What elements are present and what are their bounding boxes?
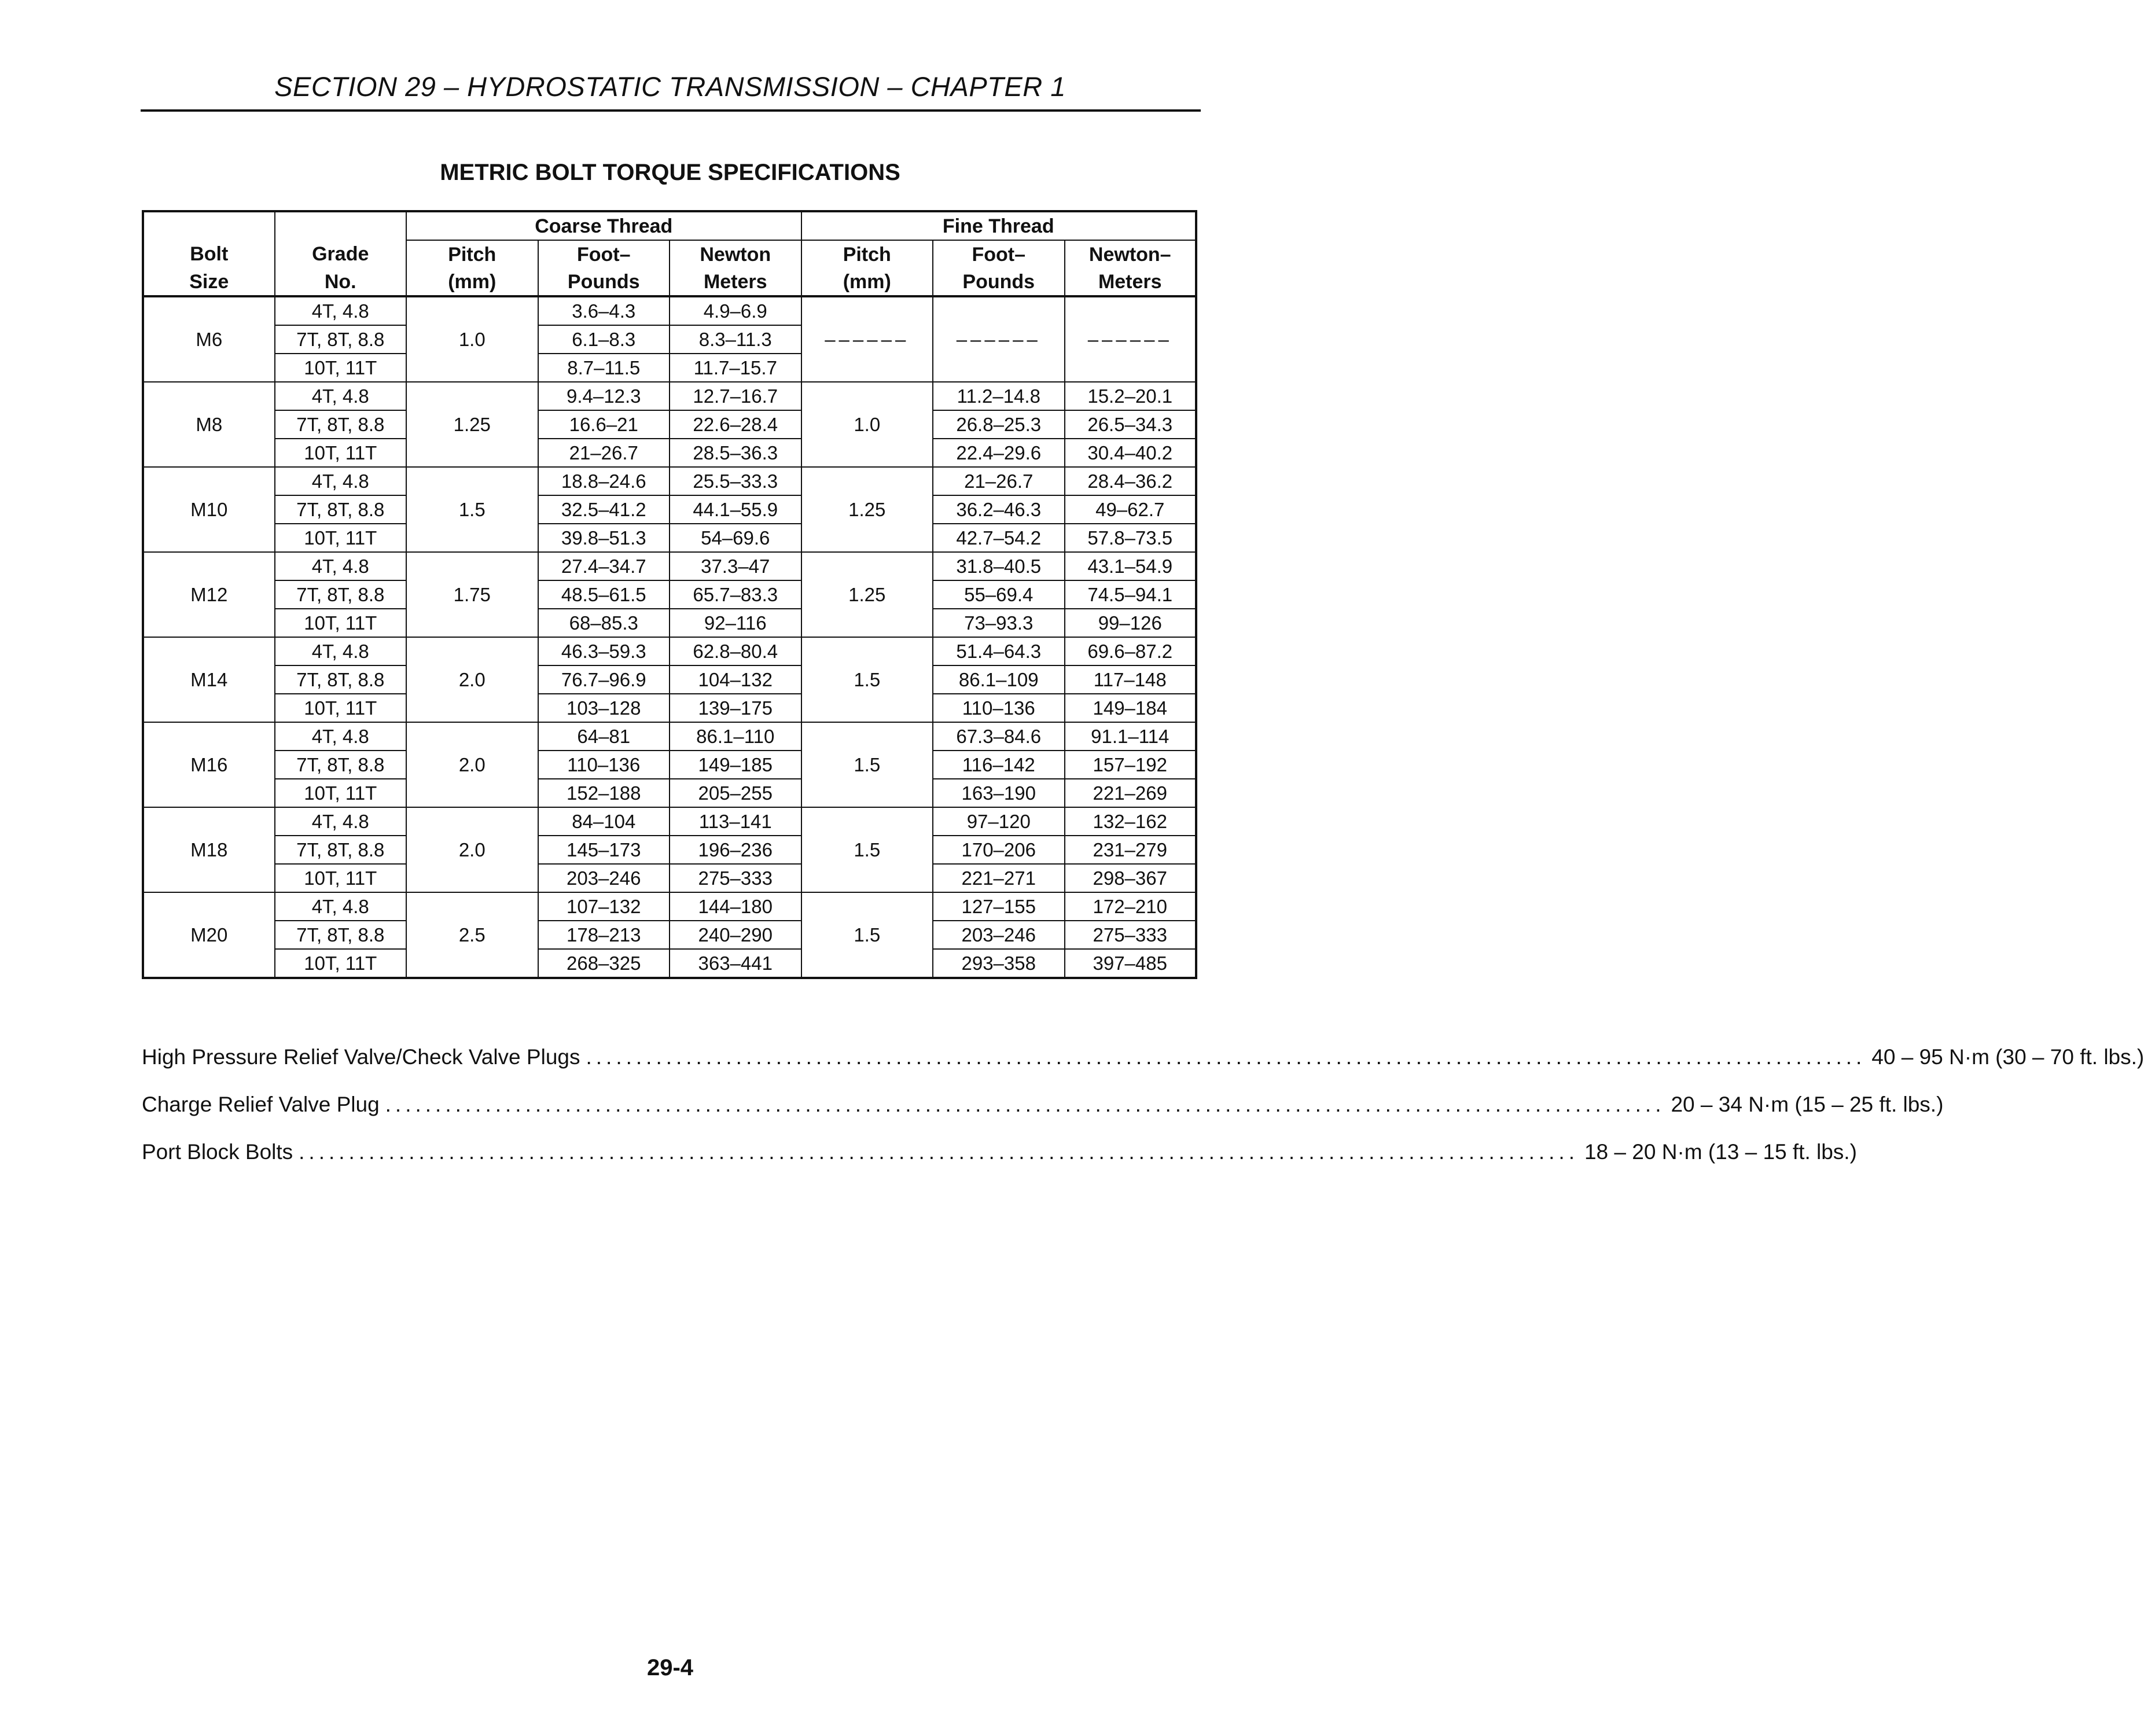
fine-foot-pounds-cell: 22.4–29.6: [933, 439, 1065, 467]
fine-foot-pounds-cell: 203–246: [933, 921, 1065, 949]
fine-newton-meters-cell: 298–367: [1065, 864, 1197, 892]
grade-cell: 4T, 4.8: [275, 892, 407, 921]
fine-newton-meters-cell: 26.5–34.3: [1065, 410, 1197, 439]
column-header: Meters: [1065, 268, 1197, 296]
fine-foot-pounds-cell: 97–120: [933, 807, 1065, 836]
table-row: [143, 892, 1196, 921]
dot-leader: ................................................................................................................................: [299, 1140, 1579, 1164]
fine-newton-meters-cell: 74.5–94.1: [1065, 580, 1197, 609]
column-header: Bolt: [143, 240, 275, 268]
fine-foot-pounds-cell: 42.7–54.2: [933, 524, 1065, 552]
coarse-foot-pounds-cell: 64–81: [538, 722, 670, 751]
table-row: [143, 836, 1196, 864]
coarse-pitch-cell: 1.75: [406, 552, 538, 637]
fine-newton-meters-cell: 57.8–73.5: [1065, 524, 1197, 552]
fine-foot-pounds-cell: 221–271: [933, 864, 1065, 892]
table-row: [143, 665, 1196, 694]
coarse-foot-pounds-cell: 18.8–24.6: [538, 467, 670, 495]
bolt-size-cell: M14: [143, 637, 275, 722]
fine-thread-header: Fine Thread: [801, 211, 1197, 240]
page-number: 29-4: [646, 1655, 694, 1680]
torque-specs-list: [142, 1045, 2144, 1187]
column-header: Foot–: [538, 240, 670, 268]
grade-cell: 10T, 11T: [275, 609, 407, 637]
torque-spec-table: [142, 210, 1197, 979]
group-header-row: [143, 211, 1196, 240]
coarse-foot-pounds-cell: 32.5–41.2: [538, 495, 670, 524]
table-row: [143, 524, 1196, 552]
spec-line: [142, 1093, 1944, 1140]
coarse-foot-pounds-cell: 27.4–34.7: [538, 552, 670, 580]
fine-foot-pounds-cell: 127–155: [933, 892, 1065, 921]
fine-pitch-cell: 1.25: [801, 467, 933, 552]
coarse-foot-pounds-cell: 46.3–59.3: [538, 637, 670, 665]
fine-newton-meters-cell: 43.1–54.9: [1065, 552, 1197, 580]
fine-foot-pounds-cell: 67.3–84.6: [933, 722, 1065, 751]
coarse-foot-pounds-cell: 107–132: [538, 892, 670, 921]
column-header: Pounds: [538, 268, 670, 296]
column-header: Foot–: [933, 240, 1065, 268]
coarse-newton-meters-cell: 11.7–15.7: [670, 354, 801, 382]
coarse-pitch-cell: 2.0: [406, 722, 538, 807]
table-title: METRIC BOLT TORQUE SPECIFICATIONS: [440, 160, 900, 185]
table-row: [143, 949, 1196, 978]
fine-pitch-cell: 1.0: [801, 382, 933, 467]
table-row: [143, 580, 1196, 609]
coarse-pitch-cell: 2.5: [406, 892, 538, 978]
coarse-pitch-cell: 2.0: [406, 807, 538, 892]
spec-line: [142, 1045, 2144, 1093]
coarse-foot-pounds-cell: 8.7–11.5: [538, 354, 670, 382]
column-header: Size: [143, 268, 275, 296]
fine-newton-meters-cell: 231–279: [1065, 836, 1197, 864]
coarse-foot-pounds-cell: 203–246: [538, 864, 670, 892]
column-header: Newton: [670, 240, 801, 268]
fine-newton-meters-cell: 91.1–114: [1065, 722, 1197, 751]
table-row: [143, 296, 1196, 325]
coarse-newton-meters-cell: 205–255: [670, 779, 801, 807]
coarse-foot-pounds-cell: 9.4–12.3: [538, 382, 670, 410]
table-row: [143, 410, 1196, 439]
grade-cell: 10T, 11T: [275, 949, 407, 978]
fine-newton-meters-cell: 117–148: [1065, 665, 1197, 694]
coarse-foot-pounds-cell: 178–213: [538, 921, 670, 949]
grade-cell: 4T, 4.8: [275, 807, 407, 836]
fine-foot-pounds-cell: 73–93.3: [933, 609, 1065, 637]
coarse-pitch-cell: 1.0: [406, 296, 538, 382]
fine-foot-pounds-cell: 11.2–14.8: [933, 382, 1065, 410]
coarse-newton-meters-cell: 144–180: [670, 892, 801, 921]
grade-cell: 4T, 4.8: [275, 467, 407, 495]
spec-label: Port Block Bolts: [142, 1140, 293, 1164]
coarse-newton-meters-cell: 37.3–47: [670, 552, 801, 580]
section-header: SECTION 29 – HYDROSTATIC TRANSMISSION – CHAPTER 1: [274, 71, 1066, 102]
coarse-newton-meters-cell: 4.9–6.9: [670, 296, 801, 325]
dot-leader: ................................................................................................................................: [385, 1093, 1665, 1116]
table-row: [143, 495, 1196, 524]
coarse-foot-pounds-cell: 48.5–61.5: [538, 580, 670, 609]
bolt-size-cell: M6: [143, 296, 275, 382]
column-header: (mm): [406, 268, 538, 296]
coarse-newton-meters-cell: 275–333: [670, 864, 801, 892]
empty-header-cell: [143, 211, 275, 240]
coarse-newton-meters-cell: 113–141: [670, 807, 801, 836]
coarse-foot-pounds-cell: 16.6–21: [538, 410, 670, 439]
coarse-foot-pounds-cell: 76.7–96.9: [538, 665, 670, 694]
fine-foot-pounds-cell: 51.4–64.3: [933, 637, 1065, 665]
coarse-newton-meters-cell: 62.8–80.4: [670, 637, 801, 665]
coarse-foot-pounds-cell: 3.6–4.3: [538, 296, 670, 325]
fine-newton-meters-cell: 397–485: [1065, 949, 1197, 978]
grade-cell: 10T, 11T: [275, 694, 407, 722]
coarse-foot-pounds-cell: 110–136: [538, 751, 670, 779]
grade-cell: 4T, 4.8: [275, 722, 407, 751]
grade-cell: 7T, 8T, 8.8: [275, 665, 407, 694]
coarse-newton-meters-cell: 8.3–11.3: [670, 325, 801, 354]
coarse-newton-meters-cell: 65.7–83.3: [670, 580, 801, 609]
spec-value: 18 – 20 N·m (13 – 15 ft. lbs.): [1584, 1140, 1857, 1164]
coarse-pitch-cell: 1.25: [406, 382, 538, 467]
fine-foot-pounds-cell: 21–26.7: [933, 467, 1065, 495]
bolt-size-cell: M16: [143, 722, 275, 807]
coarse-thread-header: Coarse Thread: [406, 211, 801, 240]
fine-newton-meters-cell: 15.2–20.1: [1065, 382, 1197, 410]
fine-newton-meters-cell: ––––––: [1065, 296, 1197, 382]
coarse-newton-meters-cell: 22.6–28.4: [670, 410, 801, 439]
grade-cell: 10T, 11T: [275, 354, 407, 382]
table-row: [143, 921, 1196, 949]
table-row: [143, 637, 1196, 665]
fine-newton-meters-cell: 221–269: [1065, 779, 1197, 807]
grade-cell: 4T, 4.8: [275, 296, 407, 325]
coarse-pitch-cell: 1.5: [406, 467, 538, 552]
fine-foot-pounds-cell: 31.8–40.5: [933, 552, 1065, 580]
column-header: No.: [275, 268, 407, 296]
fine-newton-meters-cell: 275–333: [1065, 921, 1197, 949]
coarse-newton-meters-cell: 363–441: [670, 949, 801, 978]
column-header: Meters: [670, 268, 801, 296]
grade-cell: 4T, 4.8: [275, 637, 407, 665]
grade-cell: 10T, 11T: [275, 864, 407, 892]
fine-foot-pounds-cell: 86.1–109: [933, 665, 1065, 694]
table-row: [143, 382, 1196, 410]
fine-foot-pounds-cell: 116–142: [933, 751, 1065, 779]
column-header-row-1: [143, 240, 1196, 268]
bolt-size-cell: M18: [143, 807, 275, 892]
bolt-size-cell: M10: [143, 467, 275, 552]
column-header: (mm): [801, 268, 933, 296]
fine-newton-meters-cell: 49–62.7: [1065, 495, 1197, 524]
column-header: Pounds: [933, 268, 1065, 296]
fine-newton-meters-cell: 132–162: [1065, 807, 1197, 836]
grade-cell: 7T, 8T, 8.8: [275, 836, 407, 864]
coarse-foot-pounds-cell: 84–104: [538, 807, 670, 836]
header-rule: [141, 109, 1201, 112]
fine-foot-pounds-cell: 55–69.4: [933, 580, 1065, 609]
coarse-foot-pounds-cell: 21–26.7: [538, 439, 670, 467]
spec-line: [142, 1140, 1857, 1187]
fine-foot-pounds-cell: 36.2–46.3: [933, 495, 1065, 524]
table-row: [143, 552, 1196, 580]
coarse-newton-meters-cell: 92–116: [670, 609, 801, 637]
table-row: [143, 694, 1196, 722]
table-row: [143, 807, 1196, 836]
coarse-newton-meters-cell: 149–185: [670, 751, 801, 779]
grade-cell: 10T, 11T: [275, 779, 407, 807]
spec-value: 20 – 34 N·m (15 – 25 ft. lbs.): [1671, 1093, 1944, 1116]
coarse-newton-meters-cell: 240–290: [670, 921, 801, 949]
column-header: Grade: [275, 240, 407, 268]
coarse-newton-meters-cell: 12.7–16.7: [670, 382, 801, 410]
coarse-newton-meters-cell: 28.5–36.3: [670, 439, 801, 467]
fine-foot-pounds-cell: ––––––: [933, 296, 1065, 382]
table-row: [143, 779, 1196, 807]
coarse-foot-pounds-cell: 39.8–51.3: [538, 524, 670, 552]
column-header: Newton–: [1065, 240, 1197, 268]
coarse-foot-pounds-cell: 152–188: [538, 779, 670, 807]
coarse-newton-meters-cell: 104–132: [670, 665, 801, 694]
table-row: [143, 609, 1196, 637]
grade-cell: 10T, 11T: [275, 524, 407, 552]
column-header: Pitch: [801, 240, 933, 268]
fine-pitch-cell: 1.5: [801, 807, 933, 892]
fine-newton-meters-cell: 28.4–36.2: [1065, 467, 1197, 495]
bolt-size-cell: M12: [143, 552, 275, 637]
dot-leader: ................................................................................................................................: [586, 1045, 1866, 1069]
grade-cell: 4T, 4.8: [275, 552, 407, 580]
table-row: [143, 722, 1196, 751]
coarse-foot-pounds-cell: 268–325: [538, 949, 670, 978]
coarse-newton-meters-cell: 86.1–110: [670, 722, 801, 751]
coarse-foot-pounds-cell: 145–173: [538, 836, 670, 864]
bolt-size-cell: M8: [143, 382, 275, 467]
table-row: [143, 467, 1196, 495]
fine-newton-meters-cell: 149–184: [1065, 694, 1197, 722]
table-row: [143, 439, 1196, 467]
coarse-newton-meters-cell: 196–236: [670, 836, 801, 864]
grade-cell: 7T, 8T, 8.8: [275, 751, 407, 779]
fine-foot-pounds-cell: 163–190: [933, 779, 1065, 807]
coarse-newton-meters-cell: 25.5–33.3: [670, 467, 801, 495]
grade-cell: 7T, 8T, 8.8: [275, 410, 407, 439]
column-header: Pitch: [406, 240, 538, 268]
spec-label: Charge Relief Valve Plug: [142, 1093, 380, 1116]
grade-cell: 10T, 11T: [275, 439, 407, 467]
coarse-newton-meters-cell: 54–69.6: [670, 524, 801, 552]
coarse-newton-meters-cell: 139–175: [670, 694, 801, 722]
fine-newton-meters-cell: 69.6–87.2: [1065, 637, 1197, 665]
fine-pitch-cell: 1.25: [801, 552, 933, 637]
fine-newton-meters-cell: 172–210: [1065, 892, 1197, 921]
coarse-newton-meters-cell: 44.1–55.9: [670, 495, 801, 524]
fine-newton-meters-cell: 99–126: [1065, 609, 1197, 637]
coarse-pitch-cell: 2.0: [406, 637, 538, 722]
grade-cell: 4T, 4.8: [275, 382, 407, 410]
coarse-foot-pounds-cell: 6.1–8.3: [538, 325, 670, 354]
grade-cell: 7T, 8T, 8.8: [275, 921, 407, 949]
coarse-foot-pounds-cell: 68–85.3: [538, 609, 670, 637]
fine-newton-meters-cell: 157–192: [1065, 751, 1197, 779]
fine-foot-pounds-cell: 26.8–25.3: [933, 410, 1065, 439]
fine-pitch-cell: ––––––: [801, 296, 933, 382]
grade-cell: 7T, 8T, 8.8: [275, 325, 407, 354]
fine-newton-meters-cell: 30.4–40.2: [1065, 439, 1197, 467]
fine-pitch-cell: 1.5: [801, 892, 933, 978]
grade-cell: 7T, 8T, 8.8: [275, 495, 407, 524]
fine-foot-pounds-cell: 110–136: [933, 694, 1065, 722]
grade-cell: 7T, 8T, 8.8: [275, 580, 407, 609]
empty-header-cell: [275, 211, 407, 240]
fine-pitch-cell: 1.5: [801, 637, 933, 722]
fine-foot-pounds-cell: 293–358: [933, 949, 1065, 978]
fine-pitch-cell: 1.5: [801, 722, 933, 807]
bolt-size-cell: M20: [143, 892, 275, 978]
coarse-foot-pounds-cell: 103–128: [538, 694, 670, 722]
spec-value: 40 – 95 N·m (30 – 70 ft. lbs.): [1871, 1045, 2144, 1069]
table-row: [143, 751, 1196, 779]
fine-foot-pounds-cell: 170–206: [933, 836, 1065, 864]
table-row: [143, 864, 1196, 892]
column-header-row-2: [143, 268, 1196, 296]
spec-label: High Pressure Relief Valve/Check Valve Plugs: [142, 1045, 580, 1069]
